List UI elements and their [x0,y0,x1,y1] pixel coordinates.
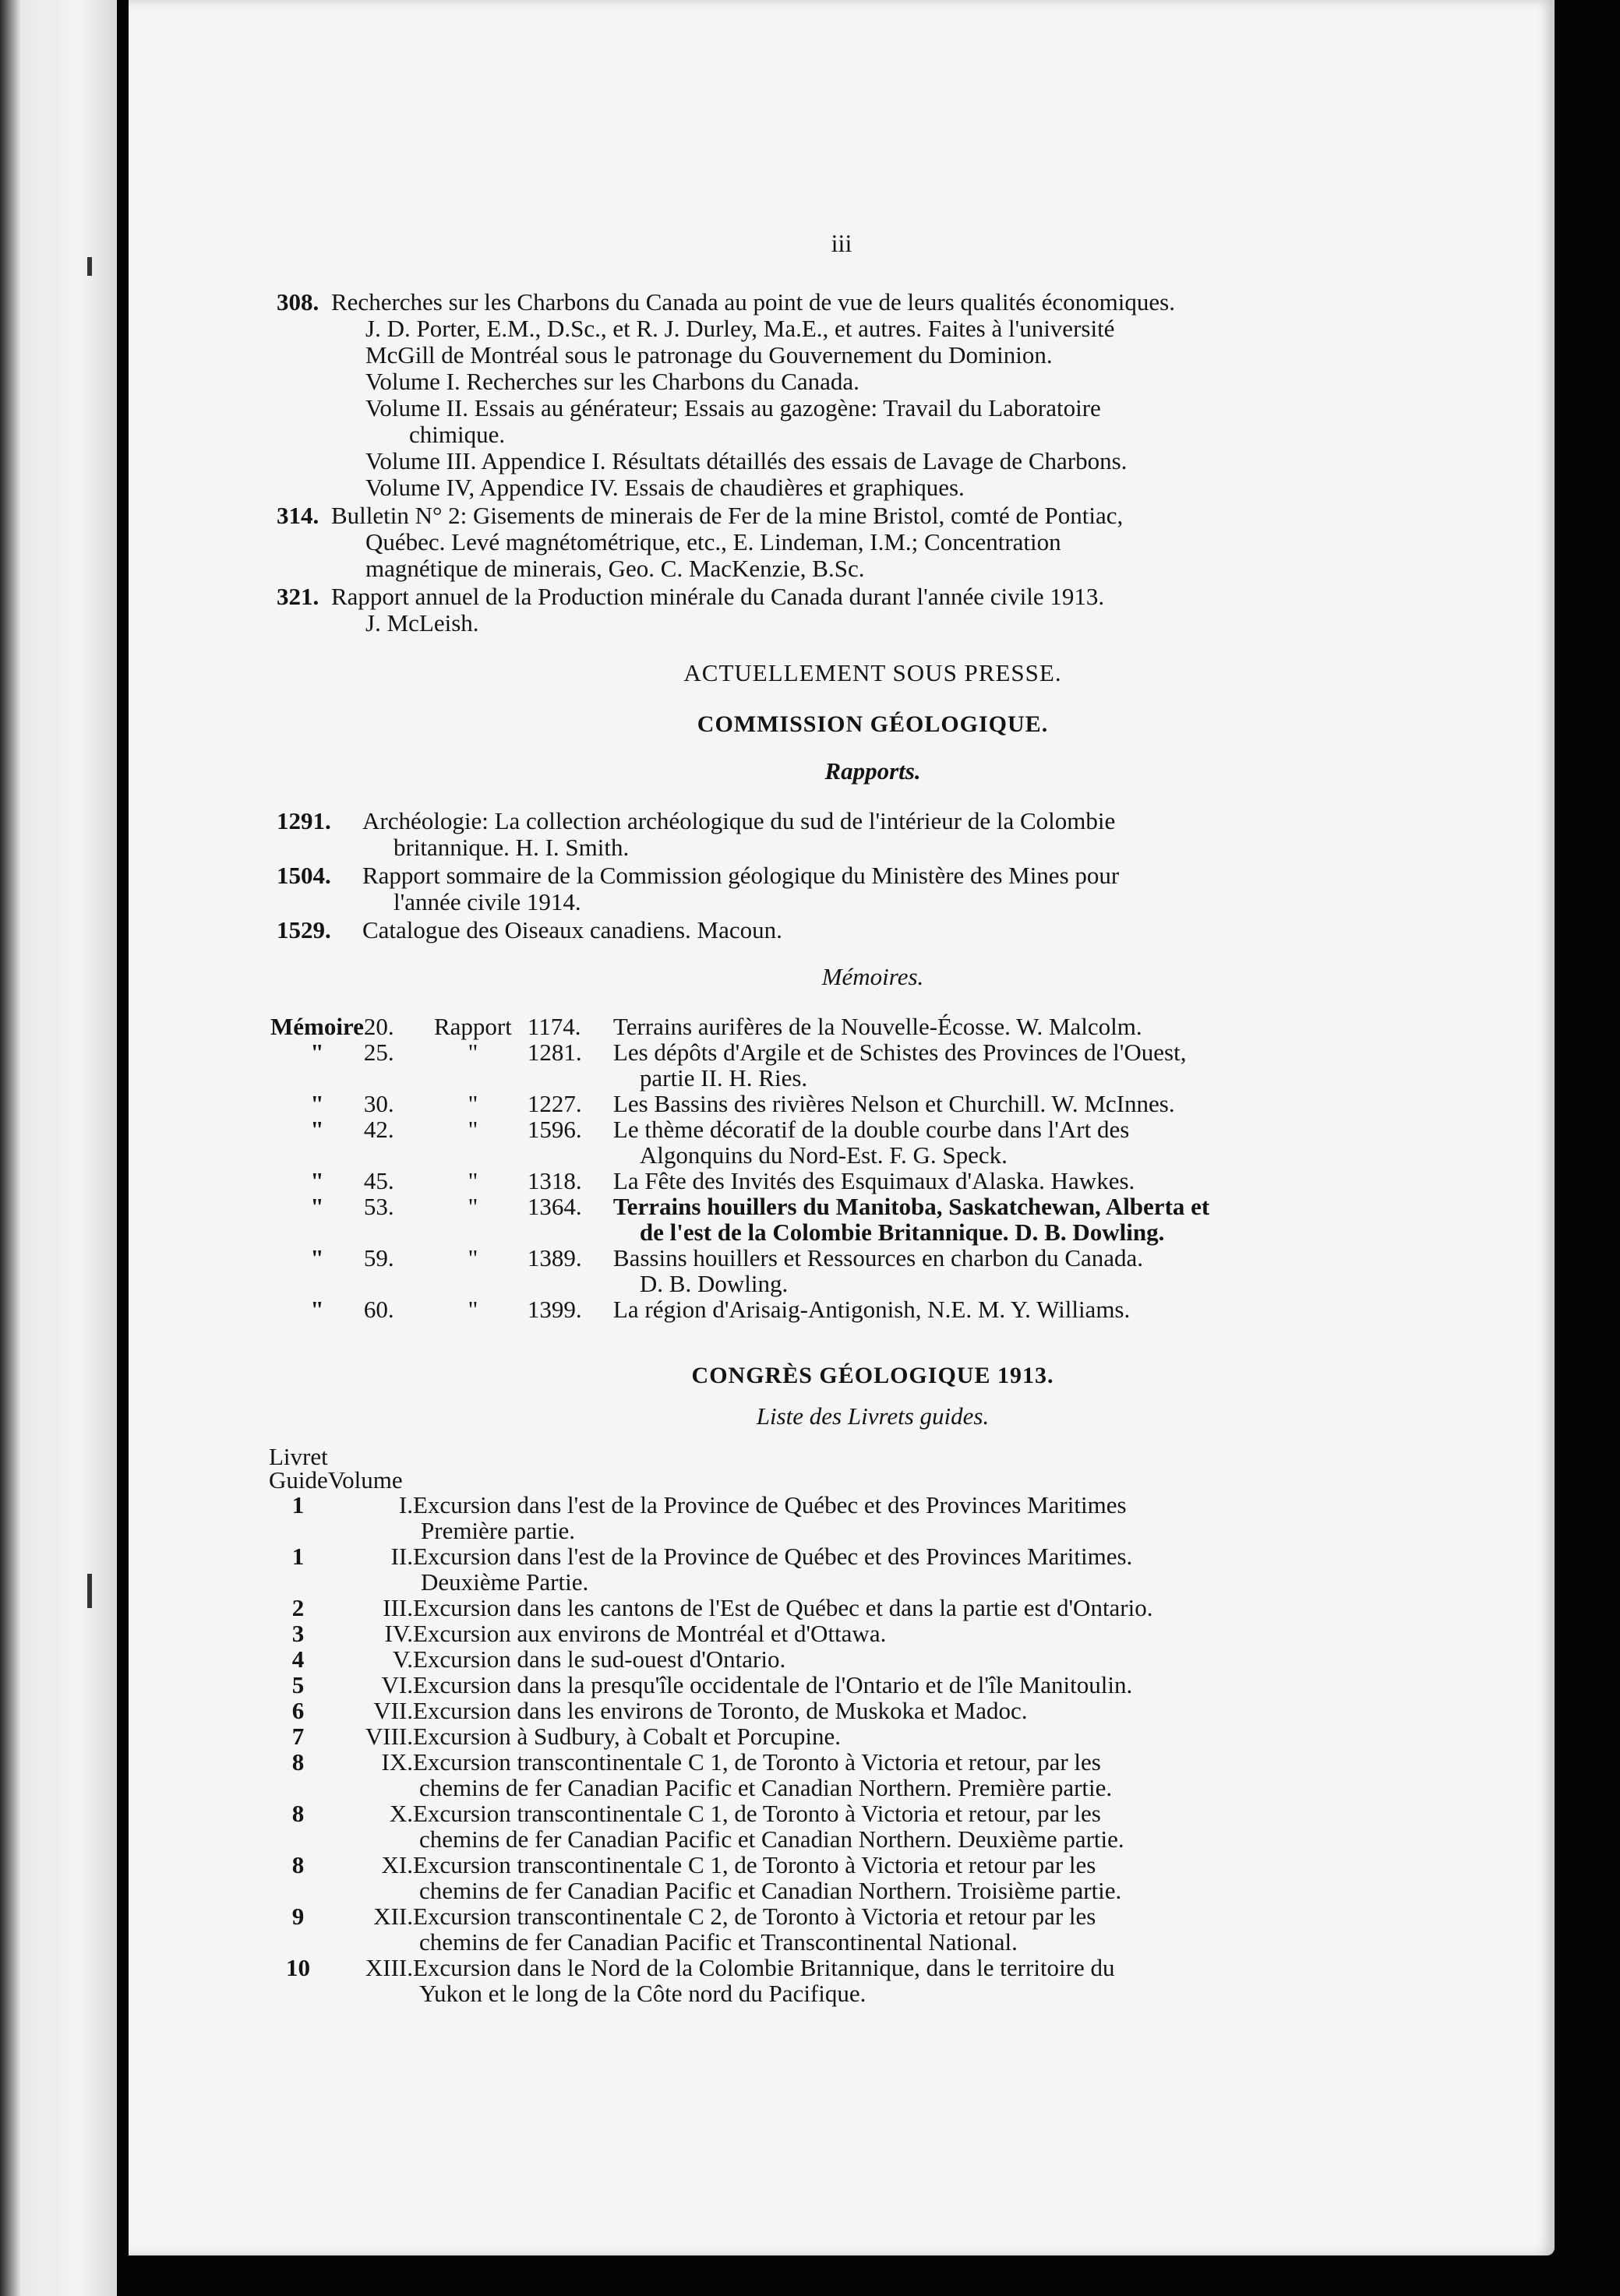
livret-description-line: Excursion transcontinentale C 1, de Toronto à Victoria et retour par les [413,1851,1096,1878]
livret-volume: VIII. [365,1723,413,1750]
memoire-number: 25. [363,1039,394,1066]
livret-volume: IX. [381,1748,413,1776]
livret-guide-number: 8 [291,1800,305,1827]
memoire-row [270,1168,1463,1194]
memoire-title [613,1194,1463,1245]
rapport-number: 1318. [527,1167,582,1194]
livret-guide-number: 8 [291,1748,305,1776]
publication-entry [277,503,1469,582]
rapport-label: " [468,1193,478,1220]
publication-line: Volume II. Essais au générateur; Essais au gazogène: Travail du Laboratoire [365,394,1101,421]
livret-description-line: Excursion dans les environs de Toronto, de Muskoka et Madoc. [413,1697,1028,1724]
page-number: iii [831,229,852,257]
publication-number: 314. [277,502,319,529]
livret-description [413,1543,1461,1595]
livrets-header [269,1445,1469,1492]
publication-line: Volume III. Appendice I. Résultats détaillés des essais de Lavage de Charbons. [365,447,1128,474]
memoire-title-line: La Fête des Invités des Esquimaux d'Alaska. Hawkes. [612,1167,1135,1194]
rapport-number: 1399. [527,1296,582,1323]
rapport-number: 1529. [277,916,331,943]
livret-description-cont: Deuxième Partie. [421,1568,589,1596]
rapport-number: 1389. [527,1244,582,1271]
rapport-number: 1281. [527,1039,582,1066]
livret-description [413,1621,1461,1646]
memoire-label: " [310,1193,324,1220]
memoire-title-line: Le thème décoratif de la double courbe dans l'Art des [612,1116,1130,1143]
publication-line: Québec. Levé magnétométrique, etc., E. Lindeman, I.M.; Concentration [365,528,1061,555]
rapport-entry [277,917,1469,943]
rapport-number: 1227. [527,1090,582,1117]
publication-text [331,584,1469,637]
rapport-label: " [468,1244,478,1271]
publication-line: magnétique de minerais, Geo. C. MacKenzie, B.Sc. [365,555,865,582]
livret-guide-number: 5 [291,1671,305,1698]
binding-mark [87,257,92,276]
rapport-number: 1174. [527,1013,581,1040]
rapport-label: " [468,1090,478,1117]
livret-description-cont: chemins de fer Canadian Pacific et Canadian Northern. Deuxième partie. [419,1825,1124,1853]
livret-description [413,1749,1461,1800]
rapport-label: " [468,1167,478,1194]
memoire-title [613,1245,1463,1296]
livrets-table [269,1492,1461,2006]
livret-row [269,1543,1461,1595]
publication-line: Volume I. Recherches sur les Charbons du Canada. [365,368,859,395]
memoire-title-line: Terrains aurifères de la Nouvelle-Écosse. W. Malcolm. [612,1013,1142,1040]
memoire-row [270,1091,1463,1116]
memoire-row [270,1296,1463,1322]
publication-line: Recherches sur les Charbons du Canada au point de vue de leurs qualités économiques. [331,288,1175,316]
memoires-table [270,1014,1463,1322]
publication-line: Volume IV, Appendice IV. Essais de chaudières et graphiques. [365,474,965,501]
binding-edge [0,0,117,2296]
memoire-title-cont: partie II. H. Ries. [639,1064,808,1092]
livret-row [269,1955,1461,2006]
memoire-row [270,1245,1463,1296]
livret-description-cont: Première partie. [421,1517,575,1544]
memoire-number: 53. [363,1193,394,1220]
binding-mark [87,1574,92,1608]
livret-description-line: Excursion aux environs de Montréal et d'Ottawa. [413,1620,887,1647]
livret-volume: VII. [373,1697,413,1724]
livret-description-line: Excursion dans la presqu'île occidentale de l'Ontario et de l'île Manitoulin. [413,1671,1133,1698]
section-heading-press: ACTUELLEMENT SOUS PRESSE. [683,659,1062,686]
livret-description-line: Excursion dans le Nord de la Colombie Britannique, dans le territoire du [413,1954,1115,1981]
livret-description-line: Excursion dans le sud-ouest d'Ontario. [413,1645,786,1673]
memoire-label: " [310,1167,324,1194]
rapport-line: Catalogue des Oiseaux canadiens. Macoun. [362,916,782,943]
rapport-text [362,917,1469,943]
memoire-title-cont: de l'est de la Colombie Britannique. D. B. Dowling. [639,1219,1165,1246]
livrets-header-line2: GuideVolume [269,1466,403,1494]
memoire-row [270,1194,1463,1245]
livret-row [269,1723,1461,1749]
memoire-title-line: La région d'Arisaig-Antigonish, N.E. M. Y. Williams. [612,1296,1131,1323]
rapport-entry [277,808,1469,861]
livret-guide-number: 4 [291,1645,305,1673]
livret-row [269,1749,1461,1800]
livret-description [413,1492,1461,1543]
livret-description [413,1903,1461,1955]
publication-line: J. McLeish. [365,609,479,637]
livret-description [413,1852,1461,1903]
page-content [269,229,1469,2007]
publication-line: J. D. Porter, E.M., D.Sc., et R. J. Durley, Ma.E., et autres. Faites à l'université [365,315,1115,342]
livret-volume: XI. [381,1851,413,1878]
livret-description-line: Excursion dans l'est de la Province de Québec et des Provinces Maritimes [413,1491,1127,1518]
section-heading-commission: COMMISSION GÉOLOGIQUE. [697,711,1049,737]
publication-text [331,289,1469,501]
livret-description [413,1800,1461,1852]
rapport-text [362,862,1469,915]
memoire-number: 45. [363,1167,394,1194]
livret-volume: III. [383,1594,413,1621]
memoire-title [613,1296,1463,1322]
livret-guide-number: 2 [291,1594,305,1621]
memoire-number: 59. [363,1244,394,1271]
rapport-label: " [468,1296,478,1323]
livret-description-line: Excursion transcontinentale C 1, de Toronto à Victoria et retour, par les [413,1748,1101,1776]
rapport-line: l'année civile 1914. [394,888,581,915]
livret-description-cont: chemins de fer Canadian Pacific et Canadian Northern. Première partie. [419,1774,1113,1801]
livret-guide-number: 1 [291,1543,305,1570]
livret-guide-number: 10 [286,1954,310,1981]
livret-description [413,1646,1461,1672]
livret-row [269,1672,1461,1698]
livret-description [413,1698,1461,1723]
publication-entry [277,584,1469,637]
memoire-number: 60. [363,1296,394,1323]
livret-description-cont: chemins de fer Canadian Pacific et Canadian Northern. Troisième partie. [419,1877,1122,1904]
livret-description [413,1723,1461,1749]
document-page [129,0,1555,2255]
memoire-title [613,1014,1463,1039]
publication-line: McGill de Montréal sous le patronage du Gouvernement du Dominion. [365,341,1053,369]
memoire-row [270,1014,1463,1039]
livret-row [269,1903,1461,1955]
memoire-title-line: Les dépôts d'Argile et de Schistes des Provinces de l'Ouest, [612,1039,1187,1066]
livret-volume: XII. [373,1903,413,1930]
rapport-entry [277,862,1469,915]
livret-volume: IV. [384,1620,413,1647]
memoire-label: " [310,1116,324,1143]
memoire-row [270,1116,1463,1168]
livret-description-line: Excursion transcontinentale C 1, de Toronto à Victoria et retour, par les [413,1800,1101,1827]
subheading-memoires: Mémoires. [821,963,924,990]
memoire-title [613,1168,1463,1194]
memoire-title-line: Les Bassins des rivières Nelson et Churchill. W. McInnes. [612,1090,1175,1117]
publication-number: 308. [277,288,319,316]
rapport-line: britannique. H. I. Smith. [394,834,630,861]
publication-line: Rapport annuel de la Production minérale du Canada durant l'année civile 1913. [331,583,1105,610]
rapports-list [277,808,1469,943]
livret-guide-number: 1 [291,1491,305,1518]
livret-row [269,1595,1461,1621]
livret-guide-number: 6 [291,1697,305,1724]
livret-volume: VI. [381,1671,413,1698]
rapport-number: 1364. [527,1193,582,1220]
livret-description-line: Excursion transcontinentale C 2, de Toronto à Victoria et retour par les [413,1903,1096,1930]
memoire-label: " [310,1090,324,1117]
memoire-number: 30. [363,1090,394,1117]
memoire-title-line: Bassins houillers et Ressources en charbon du Canada. [612,1244,1144,1271]
livret-row [269,1852,1461,1903]
livret-volume: XIII. [365,1954,413,1981]
publication-number: 321. [277,583,319,610]
livret-volume: V. [392,1645,413,1673]
rapport-label: Rapport [433,1013,512,1040]
livret-volume: X. [389,1800,413,1827]
livret-row [269,1492,1461,1543]
livret-description [413,1672,1461,1698]
memoire-row [270,1039,1463,1091]
livret-guide-number: 3 [291,1620,305,1647]
livret-description-cont: Yukon et le long de la Côte nord du Pacifique. [419,1980,866,2007]
livret-row [269,1621,1461,1646]
memoire-title-cont: Algonquins du Nord-Est. F. G. Speck. [639,1141,1008,1169]
livret-guide-number: 9 [291,1903,305,1930]
publication-list [277,289,1469,637]
livret-row [269,1698,1461,1723]
memoire-label: " [310,1244,324,1271]
livret-description-line: Excursion dans les cantons de l'Est de Québec et dans la partie est d'Ontario. [413,1594,1153,1621]
memoire-label: Mémoire [270,1013,364,1040]
memoire-title [613,1116,1463,1168]
livret-row [269,1800,1461,1852]
memoire-label: " [310,1039,324,1066]
subheading-rapports: Rapports. [824,757,921,785]
rapport-number: 1291. [277,807,331,834]
memoire-number: 20. [363,1013,394,1040]
livret-description [413,1595,1461,1621]
rapport-label: " [468,1116,478,1143]
section-heading-congres: CONGRÈS GÉOLOGIQUE 1913. [691,1363,1054,1388]
livret-volume: II. [390,1543,413,1570]
memoire-number: 42. [363,1116,394,1143]
livret-row [269,1646,1461,1672]
livret-description-line: Excursion dans l'est de la Province de Québec et des Provinces Maritimes. [413,1543,1133,1570]
publication-line: Bulletin N° 2: Gisements de minerais de Fer de la mine Bristol, comté de Pontiac, [331,502,1124,529]
rapport-label: " [468,1039,478,1066]
rapport-text [362,808,1469,861]
rapport-line: Archéologie: La collection archéologique du sud de l'intérieur de la Colombie [362,807,1116,834]
memoire-title-line: Terrains houillers du Manitoba, Saskatchewan, Alberta et [612,1193,1210,1220]
memoire-label: " [310,1296,324,1323]
livret-guide-number: 7 [291,1723,305,1750]
rapport-number: 1504. [277,862,331,889]
livrets-header-line1: Livret [269,1443,328,1470]
livret-description-line: Excursion à Sudbury, à Cobalt et Porcupine. [413,1723,841,1750]
memoire-title [613,1039,1463,1091]
publication-text [331,503,1469,582]
livret-description-cont: chemins de fer Canadian Pacific et Transcontinental National. [419,1928,1018,1956]
publication-entry [277,289,1469,501]
rapport-line: Rapport sommaire de la Commission géologique du Ministère des Mines pour [362,862,1120,889]
rapport-number: 1596. [527,1116,582,1143]
livret-volume: I. [398,1491,413,1518]
livret-description [413,1955,1461,2006]
memoire-title [613,1091,1463,1116]
publication-line: chimique. [409,421,506,448]
memoire-title-cont: D. B. Dowling. [639,1270,789,1297]
subheading-livrets: Liste des Livrets guides. [756,1402,990,1430]
livret-guide-number: 8 [291,1851,305,1878]
